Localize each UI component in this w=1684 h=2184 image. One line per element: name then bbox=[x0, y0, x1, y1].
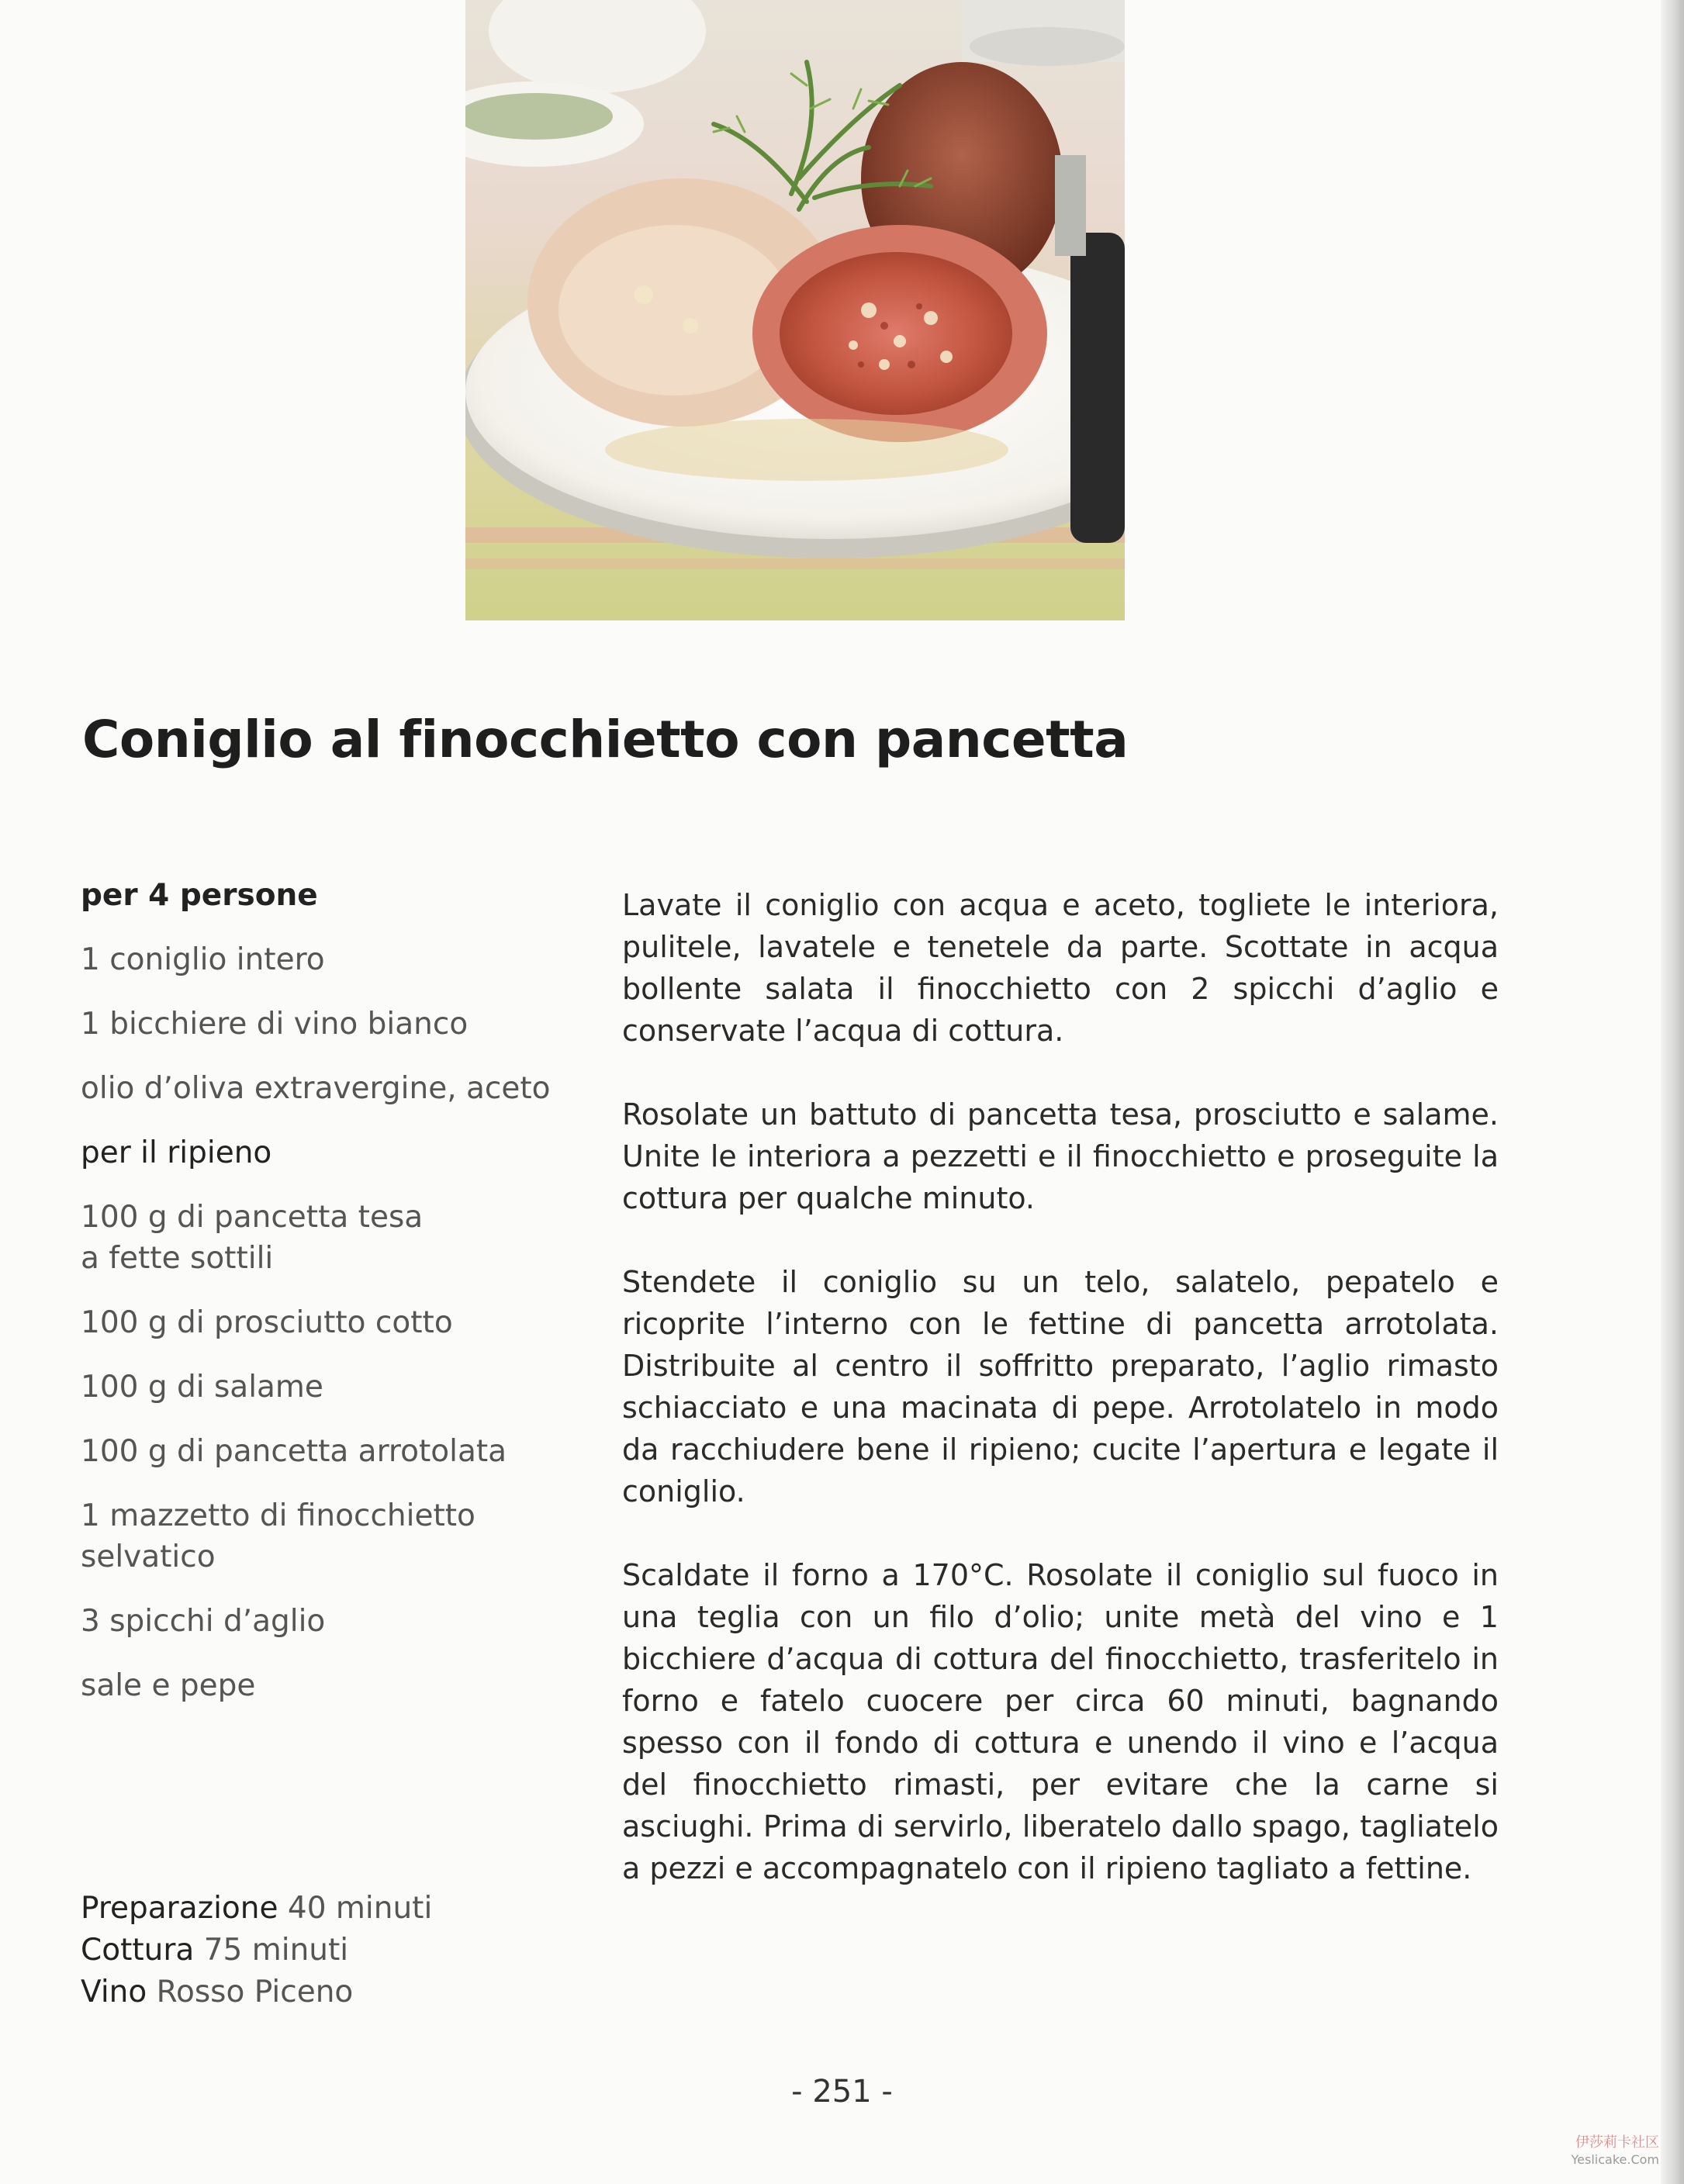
filling-item: 3 spicchi d’aglio bbox=[81, 1604, 326, 1639]
prep-value: 40 minuti bbox=[287, 1891, 433, 1926]
filling-item: sale e pepe bbox=[81, 1668, 256, 1703]
method-paragraph: Scaldate il forno a 170°C. Rosolate il coniglio sul fuoco in una teglia con un filo d’olio; unite metà del vino e 1 bicchiere d’acqua di cottura del finocchietto, trasferitelo in forno e fatelo cuocere per circa 60 minuti, bagnando spesso con il fondo di cottura e unendo il vino e l’acqua del finocchietto rimasti, per evitare che la carne si asciughi. Prima di servirlo, liberatelo dallo spago, tagliatelo a pezzi e accompagnatelo con il ripieno tagliato a fettine. bbox=[622, 1558, 1499, 1885]
recipe-title: Coniglio al finocchietto con pancetta bbox=[82, 710, 1129, 769]
filling-item-line: selvatico bbox=[81, 1540, 216, 1574]
filling-item: 100 g di prosciutto cotto bbox=[81, 1305, 453, 1340]
method-paragraph: Lavate il coniglio con acqua e aceto, togliete le interiora, pulitele, lavatele e tenetele da parte. Scottate in acqua bollente salata il finocchietto con 2 spicchi d’aglio e conservate l’acqua di cottura. bbox=[622, 888, 1499, 1048]
wine-label: Vino bbox=[81, 1975, 147, 2009]
filling-heading: per il ripieno bbox=[81, 1135, 272, 1170]
wine-pairing bbox=[81, 1971, 432, 2013]
watermark bbox=[1572, 2134, 1660, 2168]
cook-label: Cottura bbox=[81, 1933, 195, 1968]
cook-value: 75 minuti bbox=[203, 1933, 349, 1968]
recipe-photo bbox=[465, 0, 1125, 620]
filling-item-line: a fette sottili bbox=[81, 1241, 274, 1276]
ingredient-item: 1 bicchiere di vino bianco bbox=[81, 1007, 469, 1042]
method-text bbox=[622, 884, 1499, 1931]
watermark-line: 伊莎莉卡社区 bbox=[1575, 2134, 1659, 2151]
page-number: - 251 - bbox=[791, 2074, 893, 2110]
filling-item bbox=[81, 1495, 562, 1578]
recipe-meta bbox=[81, 1888, 432, 2013]
filling-item: 100 g di pancetta arrotolata bbox=[81, 1434, 507, 1469]
filling-item bbox=[81, 1197, 562, 1279]
ingredient-item: olio d’oliva extravergine, aceto bbox=[81, 1071, 551, 1106]
filling-item-line: 1 mazzetto di finocchietto bbox=[81, 1498, 475, 1533]
filling-item-line: 100 g di pancetta tesa bbox=[81, 1200, 424, 1235]
method-paragraph: Stendete il coniglio su un telo, salatelo, pepatelo e ricoprite l’interno con le fettine di pancetta arrotolata. Distribuite al centro il soffritto preparato, l’aglio rimasto schiacciato e una macinata di pepe. Arrotolatelo in modo da racchiudere bene il ripieno; cucite l’apertura e legate il coniglio. bbox=[622, 1265, 1499, 1508]
ingredient-item: 1 coniglio intero bbox=[81, 942, 325, 977]
prep-label: Preparazione bbox=[81, 1891, 278, 1926]
servings-heading: per 4 persone bbox=[81, 878, 318, 913]
watermark-line: Yeslicake.Com bbox=[1571, 2152, 1659, 2167]
wine-value: Rosso Piceno bbox=[156, 1975, 354, 2009]
filling-item: 100 g di salame bbox=[81, 1370, 323, 1405]
ingredients-list bbox=[81, 875, 562, 1730]
method-paragraph: Rosolate un battuto di pancetta tesa, prosciutto e salame. Unite le interiora a pezzetti e il finocchietto e proseguite la cottura per qualche minuto. bbox=[622, 1097, 1499, 1215]
prep-time bbox=[81, 1888, 432, 1930]
cook-time bbox=[81, 1930, 432, 1971]
page-edge-shadow bbox=[1661, 0, 1684, 2184]
